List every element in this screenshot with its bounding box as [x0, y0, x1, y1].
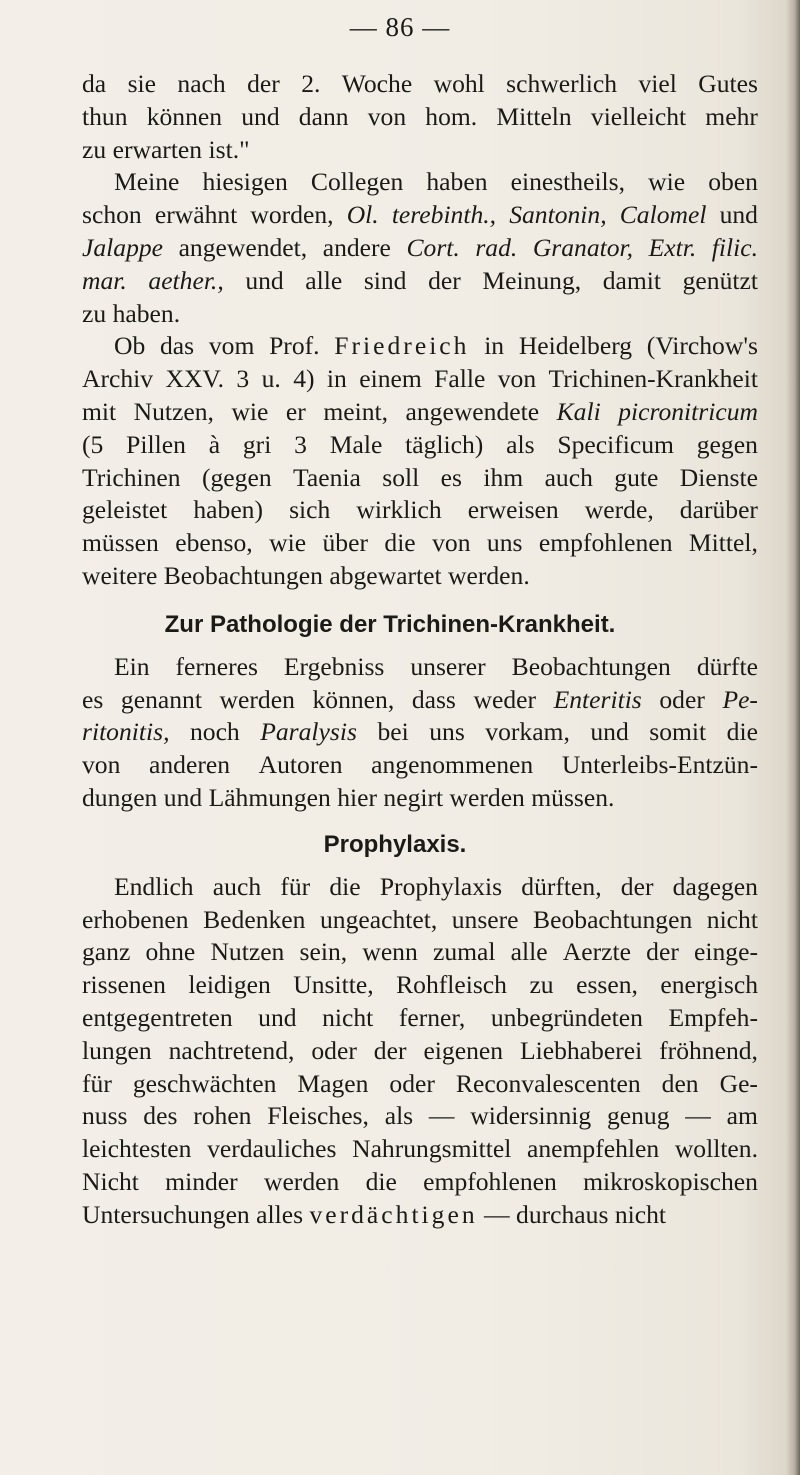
text-line: Meine hiesigen Collegen haben einestheils, wie oben	[114, 167, 758, 197]
paragraph	[82, 68, 758, 166]
text-line: nuss des rohen Fleisches, als — widersinnig genug — am	[82, 1101, 758, 1131]
text-line: geleistet haben) sich wirklich erweisen werde, darüber	[82, 495, 758, 525]
text-line: von anderen Autoren angenommenen Unterleibs-Entzün-	[82, 750, 758, 780]
text-line: es genannt werden können, dass weder Enteritis oder Pe-	[82, 684, 758, 714]
paragraph	[82, 166, 758, 330]
text-line: (5 Pillen à gri 3 Male täglich) als Specificum gegen	[82, 429, 758, 459]
text-line: Jalappe angewendet, andere Cort. rad. Granator, Extr. filic.	[82, 232, 758, 262]
text-line: erhobenen Bedenken ungeachtet, unsere Beobachtungen nicht	[82, 904, 758, 934]
text-line: entgegentreten und nicht ferner, unbegründeten Empfeh-	[82, 1002, 758, 1032]
text-line: für geschwächten Magen oder Reconvalescenten den Ge-	[82, 1068, 758, 1098]
text-line: Ein ferneres Ergebniss unserer Beobachtungen dürfte	[114, 651, 758, 681]
page-number: — 86 —	[349, 12, 451, 42]
text-line: Ob das vom Prof. Friedreich in Heidelberg (Virchow's	[114, 331, 758, 361]
text-line: ganz ohne Nutzen sein, wenn zumal alle Aerzte der einge-	[82, 937, 758, 967]
text-line: Archiv XXV. 3 u. 4) in einem Falle von Trichinen-Krankheit	[82, 364, 758, 394]
page-edge-shadow	[786, 0, 800, 1475]
text-line: Endlich auch für die Prophylaxis dürften, der dagegen	[114, 871, 758, 901]
section-heading: Prophylaxis.	[323, 830, 467, 858]
text-line: mar. aether., und alle sind der Meinung, damit genützt	[82, 265, 758, 295]
paragraph	[82, 330, 758, 592]
text-line: zu haben.	[82, 298, 181, 328]
text-line: schon erwähnt worden, Ol. terebinth., Santonin, Calomel und	[82, 200, 758, 230]
text-line: Trichinen (gegen Taenia soll es ihm auch gute Dienste	[82, 462, 758, 492]
text-line: rissenen leidigen Unsitte, Rohfleisch zu essen, energisch	[82, 970, 758, 1000]
text-line: leichtesten verdauliches Nahrungsmittel anempfehlen wollten.	[82, 1134, 758, 1164]
text-line: da sie nach der 2. Woche wohl schwerlich viel Gutes	[82, 69, 758, 98]
text-line: Nicht minder werden die empfohlenen mikroskopischen	[82, 1166, 758, 1196]
body-text	[82, 68, 758, 1232]
text-line: lungen nachtretend, oder der eigenen Liebhaberei fröhnend,	[82, 1035, 758, 1065]
section-heading: Zur Pathologie der Trichinen-Krankheit.	[164, 610, 616, 638]
text-line: Untersuchungen alles verdächtigen — durchaus nicht	[82, 1199, 667, 1229]
text-line: ritonitis, noch Paralysis bei uns vorkam, und somit die	[82, 717, 758, 747]
text-line: dungen und Lähmungen hier negirt werden müssen.	[82, 782, 615, 812]
text-line: weitere Beobachtungen abgewartet werden.	[82, 560, 530, 590]
text-line: zu erwarten ist."	[82, 134, 250, 164]
text-line: müssen ebenso, wie über die von uns empfohlenen Mittel,	[82, 528, 758, 558]
paragraph	[82, 651, 758, 815]
paragraph	[82, 871, 758, 1232]
text-line: thun können und dann von hom. Mitteln vielleicht mehr	[82, 101, 758, 131]
text-line: mit Nutzen, wie er meint, angewendete Kali picronitricum	[82, 396, 758, 426]
